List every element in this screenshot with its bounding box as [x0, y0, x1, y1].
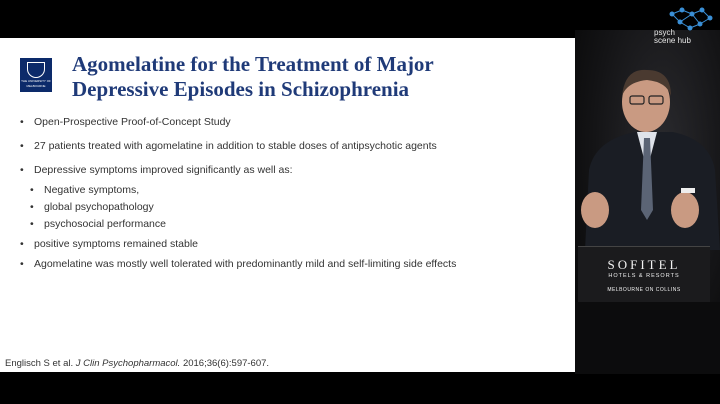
podium-location: MELBOURNE ON COLLINS	[607, 287, 681, 293]
brand-text	[654, 29, 704, 45]
bullet-item: • 27 patients treated with agomelatine in addition to stable doses of antipsychotic agents	[20, 140, 565, 152]
university-logo	[20, 58, 52, 92]
slide-title-line-2: Depressive Episodes in Schizophrenia	[72, 77, 410, 101]
bullet-item: • Open-Prospective Proof-of-Concept Study	[20, 116, 565, 128]
bullet-item: • Depressive symptoms improved significantly as well as:	[20, 164, 565, 176]
reference-suffix: 2016;36(6):597-607.	[180, 358, 270, 369]
podium	[578, 246, 710, 303]
bullet-list	[20, 116, 565, 278]
brand-line-1: psych	[654, 28, 675, 37]
presenter-figure	[575, 60, 720, 250]
reference-journal: J Clin Psychopharmacol.	[75, 358, 181, 369]
slide-title-line-1: Agomelatine for the Treatment of Major	[72, 52, 434, 76]
podium-brand: SOFITEL	[607, 257, 681, 272]
logo-text-1: THE UNIVERSITY OF	[21, 79, 51, 83]
slide-title	[72, 52, 542, 102]
sub-bullet-item: • psychosocial performance	[20, 218, 565, 230]
presentation-slide	[0, 38, 575, 372]
brand-line-2: scene hub	[654, 36, 691, 45]
sub-bullet-item: • global psychopathology	[20, 201, 565, 213]
bullet-item: • positive symptoms remained stable	[20, 238, 565, 250]
crest-icon	[27, 62, 45, 78]
reference-prefix: Englisch S et al.	[5, 358, 76, 369]
podium-base	[575, 302, 720, 374]
reference	[5, 358, 269, 369]
logo-text-2: MELBOURNE	[26, 84, 46, 89]
sub-bullet-item: • Negative symptoms,	[20, 184, 565, 196]
podium-subtitle: HOTELS & RESORTS	[608, 273, 680, 279]
bullet-item: • Agomelatine was mostly well tolerated with predominantly mild and self-limiting side effects	[20, 258, 565, 270]
